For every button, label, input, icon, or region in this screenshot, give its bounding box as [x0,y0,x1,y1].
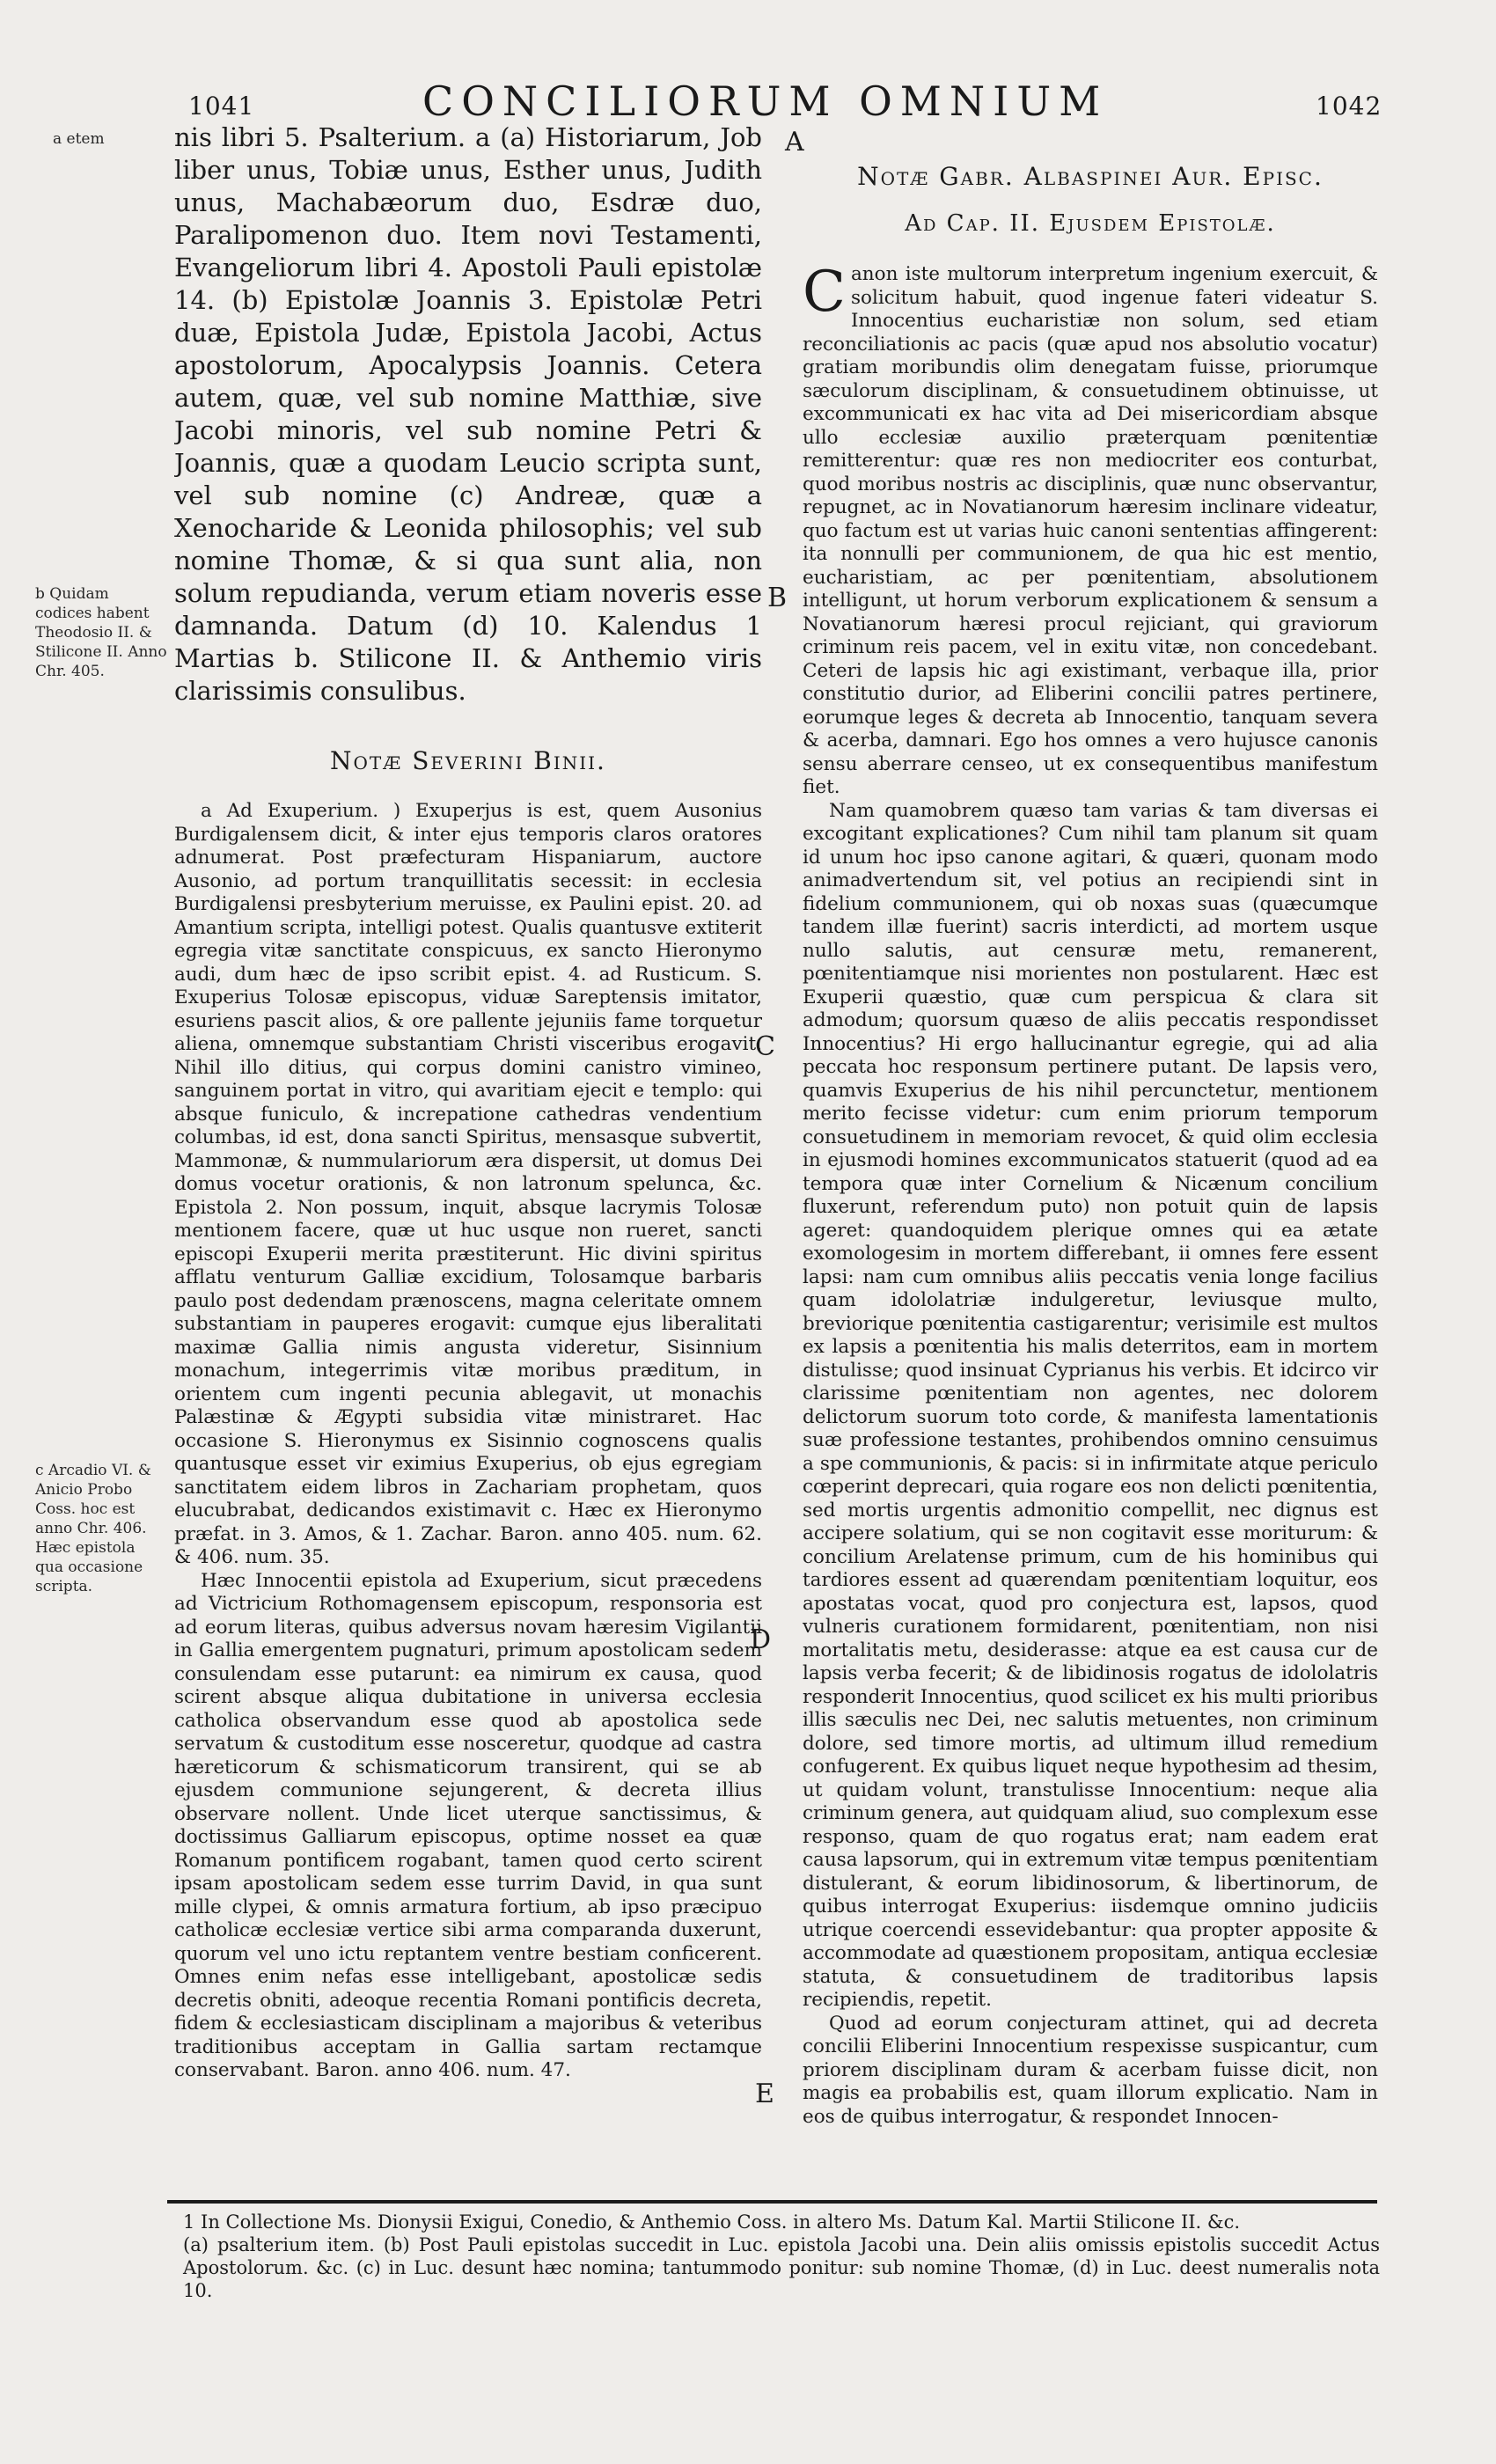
edge-letter-a: A [785,127,804,158]
edge-letter-e: E [755,2079,774,2109]
left-main-text: nis libri 5. Psalterium. a (a) Historiarum, Job liber unus, Tobiæ unus, Esther unus, Judith unus, Machabæorum duo, Esdræ duo, Paralipomenon duo. Item novi Testamenti, Evangeliorum libri 4. Apostoli Pauli epistolæ 14. (b) Epistolæ Joannis 3. Epistolæ Petri duæ, Epistola Judæ, Epistola Jacobi, Actus apostolorum, Apocalypsis Joannis. Cetera autem, quæ, vel sub nomine Matthiæ, sive Jacobi minoris, vel sub nomine Petri & Joannis, quæ a quodam Leucio scripta sunt, vel sub nomine (c) Andreæ, quæ a Xenocharide & Leonida philosophis; vel sub nomine Thomæ, & si qua sunt alia, non solum repudianda, verum etiam noveris esse damnanda. Datum (d) 10. Kalendus 1 Martias b. Stilicone II. & Anthemio viris clarissimis consulibus. [174,122,762,706]
left-note-paragraph: a Ad Exuperium. ) Exuperjus is est, quem Ausonius Burdigalensem dicit, & inter ejus temporis claros oratores adnumerat. Post præfecturam Hispaniarum, auctore Ausonio, ad portum tranquillitatis secessit: in ecclesia Burdigalensi presbyterium meruisse, ex Paulini epist. 20. ad Amantium scripta, intelligi potest. Qualis quantusve extiterit egregia vitæ sanctitate conspicuus, ex sancto Hieronymo audi, dum hæc de ipso scribit epist. 4. ad Rusticum. S. Exuperius Tolosæ episcopus, viduæ Sareptensis imitator, esuriens pascit alios, & ore pallente jejuniis fame torquetur aliena, omnemque substantiam Christi visceribus erogavit. Nihil illo ditius, qui corpus domini canistro vimineo, sanguinem portat in vitro, qui avaritiam ejecit e templo: qui absque funiculo, & increpatione cathedras vendentium columbas, id est, dona sancti Spiritus, mensasque subvertit, Mammonæ, & nummulariorum æra dispersit, ut domus Dei domus vocetur orationis, & non latronum spelunca, &c. Epistola 2. Non possum, inquit, absque lacrymis Tolosæ mentionem facere, quæ ut huc usque non rueret, sancti episcopi Exuperii merita præstiterunt. Hic divini spiritus afflatu venturum Galliæ excidium, Tolosamque barbaris paulo post dedendam prænoscens, magna celeritate omnem substantiam in pauperes erogavit: cumque ejus liberalitati maximæ Gallia nimis angusta videretur, Sisinnium monachum, integerrimis vitæ moribus præditum, in orientem cum ingenti pecunia ablegavit, ut monachis Palæstinæ & Ægypti subsidia vitæ ministraret. Hac occasione S. Hieronymus ex Sisinnio cognoscens qualis quantusque esset vir eximius Exuperius, ob ejus egregiam sanctitatem eidem libros in Zachariam prophetam, quos elucubrabat, dedicandos existimavit c. Hæc ex Hieronymo præfat. in 3. Amos, & 1. Zachar. Baron. anno 405. num. 62. & 406. num. 35. [174,800,762,1568]
left-column [174,121,762,2189]
right-note-paragraph: Quod ad eorum conjecturam attinet, qui ad decreta concilii Eliberini Innocentium respexisse suspicantur, cum priorem disciplinam duram & acerbam fuisse dicit, non magis ea probabilis est, quam illorum explicatio. Nam in eos de quibus interrogatur, & respondet Innocen- [803,2012,1378,2128]
edge-letter-d: D [750,1624,772,1655]
footnote-rule [167,2200,1377,2204]
page-number-left: 1041 [188,92,255,121]
right-note-first-text: anon iste multorum interpretum ingenium exercuit, & solicitum habuit, quod ingenue fateri videatur S. Innocentius eucharistiæ non solum, sed etiam reconciliationis ac pacis (quæ apud nos absolutio vocatur) gratiam moribundis olim denegatam fuisse, priorumque sæculorum disciplinam, & consuetudinem obtinuisse, ut excommunicati ex hac vita ad Dei misericordiam absque ullo ecclesiæ auxilio præterquam pœnitentiæ remitterentur: quæ res non mediocriter eos conturbat, quod moribus nostris ac disciplinis, quæ nunc observantur, repugnet, ac in Novatianorum hæresim inclinare videatur, quo factum est ut varias huic canoni sententias affingerent: ita nonnulli per communionem, de qua hic est mentio, eucharistiam, ac per pœnitentiam, absolutionem intelligunt, ut horum verborum explicationem & sensum a Novatianorum hæresi procul rejiciant, qui graviorum criminum reis pacem, vel in exitu vitæ, non concedebant. Ceteri de lapsis hic agi existimant, verbaque illa, prior constitutio durior, ad Eliberini concilii patres pertinere, eorumque leges & decreta ab Innocentio, tanquam severa & acerba, damnari. Ego hos omnes a vero hujusce canonis sensu aberrare censeo, ut ex consequentibus manifestum fiet. [803,263,1378,798]
running-head: CONCILIORUM OMNIUM [422,77,1109,125]
footnotes [183,2211,1380,2302]
dropcap: C [803,260,846,325]
margin-note-a: a etem [53,130,105,148]
margin-note-b: b Quidam codices habent Theodosio II. & Stilicone II. Anno Chr. 405. [35,585,167,680]
left-note-paragraph: Hæc Innocentii epistola ad Exuperium, sicut præcedens ad Victricium Rothomagensem episcopum, responsoria est ad eorum literas, quibus adversus novam hæresim Vigilantii in Gallia emergentem pugnaturi, primum apostolicam sedem consulendam esse putarunt: ea nimirum ex causa, quod scirent absque aliqua dubitatione in universa ecclesia catholica observandum esse quod ab apostolica sede servatum & custoditum esse nosceretur, quodque ad castra hæreticorum & schismaticorum transirent, qui se ab ejusdem communione sejungerent, & decreta illius observare nollent. Unde licet uterque sanctissimus, & doctissimus Galliarum episcopus, optime nosset ea quæ Romanum pontificem rogabant, tamen quod certo scirent ipsam apostolicam sedem esse turrim David, in qua sunt mille clypei, & omnis armatura fortium, ab ipso præcipuo catholicæ ecclesiæ vertice sibi arma comparanda duxerunt, quorum vel uno ictu reptantem ventre bestiam conficerent. Omnes enim nefas esse intelligebant, apostolicæ sedis decretis obniti, adeoque recentia Romani pontificis decreta, fidem & ecclesiasticam disciplinam a majoribus & veteribus traditionibus acceptam in Gallia sartam rectamque conservabant. Baron. anno 406. num. 47. [174,1569,762,2081]
left-notes-heading: Notæ Severini Binii. [330,746,606,775]
footnote-line: (a) psalterium item. (b) Post Pauli epistolas succedit in Luc. epistola Jacobi una. Dein aliis omissis epistolis succedit Actus Apostolorum. &c. (c) in Luc. desunt hæc nomina; tantummodo ponitur: sub nomine Thomæ, (d) in Luc. deest numeralis nota 10. [183,2234,1380,2301]
right-heading-1: Notæ Gabr. Albaspinei Aur. Episc. [857,162,1324,191]
margin-note-c: c Arcadio VI. & Anicio Probo Coss. hoc est anno Chr. 406. Hæc epistola qua occasione scripta. [35,1462,151,1595]
right-notes [803,260,1378,2129]
edge-letter-c: C [755,1031,775,1062]
right-note-first [803,260,1378,800]
left-notes [174,800,762,2083]
right-heading-2: Ad Cap. II. Ejusdem Epistolæ. [905,210,1276,237]
footnote-line: 1 In Collectione Ms. Dionysii Exigui, Conedio, & Anthemio Coss. in altero Ms. Datum Kal. Martii Stilicone II. &c. [183,2211,1241,2233]
edge-letter-b: B [767,583,788,613]
page-number-right: 1042 [1316,92,1382,121]
right-note-paragraph: Nam quamobrem quæso tam varias & tam diversas ei excogitant explicationes? Cum nihil tam planum sit quam id unum hoc ipso canone agitari, & quæri, quonam modo animadvertendum sit, vel potius an recipiendi sint in fidelium communionem, qui ob noxas suas (quæcumque tandem illæ fuerint) sacris interdicti, ad mortem usque nullo salutis, aut censuræ metu, remanerent, pœnitentiamque nisi morientes non postularent. Hæc est Exuperii quæstio, quæ cum perspicua & clara sit admodum; quorsum quæso de aliis peccatis respondisset Innocentius? Hi ergo hallucinantur egregie, qui ad alia peccata hoc responsum pertinere putant. De lapsis vero, quamvis Exuperius de his nihil percunctetur, mentionem merito fecisse videtur: cum enim priorum temporum consuetudinem in memoriam revocet, & quid olim ecclesia in ejusmodi homines excommunicatos statuerit (quod ad ea tempora quæ inter Cornelium & Nicænum concilium fluxerunt, referendum puto) non potuit quin de lapsis ageret: quandoquidem plerique omnes qui ea ætate exomologesim in mortem differebant, ii omnes fere essent lapsi: nam cum omnibus aliis peccatis venia longe facilius quam idololatriæ indulgeretur, leviusque multo, breviorique pœnitentia castigarentur; verisimile est multos ex lapsis a pœnitentia his malis deterritos, eam in mortem distulisse; quod insinuat Cyprianus his verbis. Et idcirco vir clarissime pœnitentiam non agentes, nec dolorem delictorum suorum toto corde, & manifesta lamentationis suæ professione testantes, prohibendos omnino censuimus a spe communionis, & pacis: si in infirmitate atque periculo cœperint deprecari, quia rogare eos non delicti pœnitentia, sed mortis urgentis admonitio compellit, nec dignus est accipere solatium, qui se non cogitavit esse moriturum: & concilium Arelatense primum, cum de his hominibus qui tardiores essent ad quærendam pœnitentiam loquitur, eos apostatas vocat, quod pro conjectura est, lapsos, quod vulneris curationem formidarent, pœnitentiam, non nisi mortalitatis metu, desiderasse: atque ea est causa cur de lapsis verba fecerit; & de libidinosis rogatus de idololatris responderit Innocentius, quod scilicet ex his multi prioribus illis sæculis nec Dei, nec salutis metuentes, non criminum dolore, sed timore mortis, ad ultimum illud remedium confugerent. Ex quibus liquet neque hypothesim ad thesim, ut quidam volunt, transtulisse Innocentium: neque alia criminum genera, aut quidquam aliud, suo complexum esse responso, quam de quo rogatus erat; nam eadem erat causa lapsorum, qui in extremum vitæ tempus pœnitentiam distulerant, & eorum libidinosorum, & libertinorum, de quibus interrogat Exuperius: iisdemque omnino judiciis utrique coercendi essevidebantur: qua propter apposite & accommodate ad quæstionem propositam, antiqua ecclesiæ statuta, & consuetudinem de traditoribus lapsis recipiendis, repetit. [803,799,1378,2011]
right-column [803,162,1378,2195]
